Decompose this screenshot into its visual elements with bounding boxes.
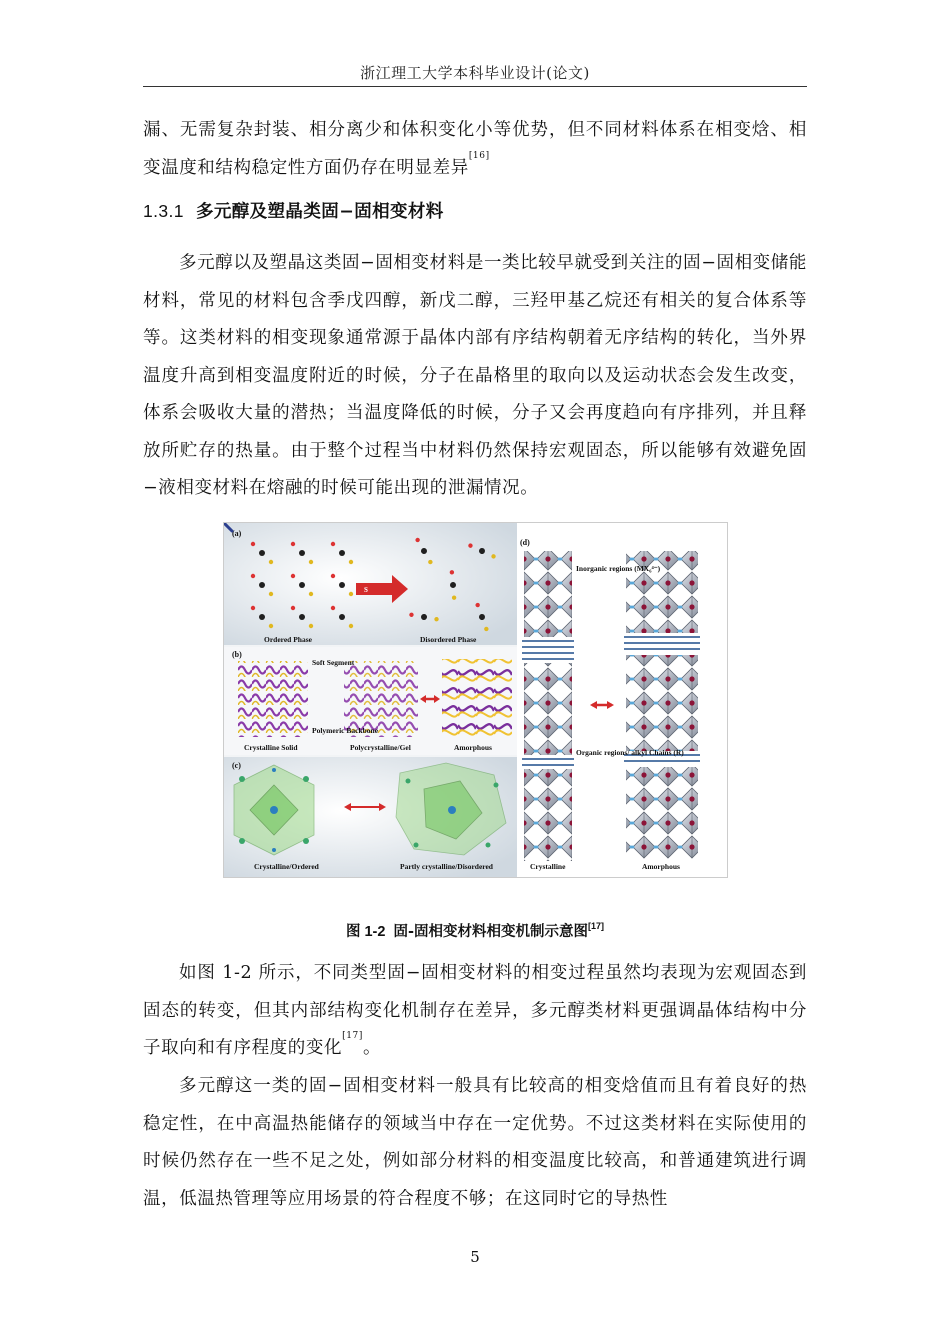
paragraph-1 <box>143 112 807 187</box>
paragraph-3-end: 。 <box>362 1038 382 1058</box>
disordered-phase-label: Disordered Phase <box>420 635 477 644</box>
soft-segment-label: Soft Segment <box>312 658 355 667</box>
polycrystalline-gel-label: Polycrystalline/Gel <box>350 743 411 752</box>
crystalline-solid-label: Crystalline Solid <box>244 743 298 752</box>
paragraph-3 <box>143 955 807 1068</box>
crystalline-inorganic-bottom <box>524 769 572 861</box>
section-title: 多元醇及塑晶类固−固相变材料 <box>195 202 444 222</box>
page-number: 5 <box>470 1248 480 1266</box>
header-rule <box>143 86 807 87</box>
polymeric-backbone-label: Polymeric Backbone <box>312 726 379 735</box>
crystalline-inorganic-top <box>524 551 572 637</box>
ordered-phase-label: Ordered Phase <box>264 635 312 644</box>
amorphous-inorganic-bottom <box>626 767 698 859</box>
crystalline-solid-structure <box>238 661 308 737</box>
figure-caption <box>143 920 807 941</box>
crystalline-inorganic-middle <box>524 663 572 755</box>
caption-text: 固-固相变材料相变机制示意图 <box>393 924 589 940</box>
panel-a-label: (a) <box>232 529 242 538</box>
svg-text:S: S <box>364 586 368 594</box>
amorphous-d-label: Amorphous <box>642 862 680 871</box>
crystalline-d-label: Crystalline <box>530 862 566 871</box>
paragraph-1-text: 漏、无需复杂封装、相分离少和体积变化小等优势，但不同材料体系在相变焓、相变温度和结构稳定性方面仍存在明显差异 <box>143 120 807 178</box>
section-number: 1.3.1 <box>143 201 184 221</box>
crystalline-ordered-label: Crystalline/Ordered <box>254 862 319 871</box>
panel-d-label: (d) <box>520 538 530 547</box>
citation-17: [17] <box>342 1031 363 1041</box>
inorganic-regions-label: Inorganic regions (MX₆⁴⁻) <box>576 564 661 573</box>
panel-b-label: (b) <box>232 650 242 659</box>
amorphous-inorganic-middle <box>626 655 698 751</box>
figure-1-2 <box>223 522 728 878</box>
citation-16: [16] <box>468 150 490 161</box>
amorphous-b-label: Amorphous <box>454 743 492 752</box>
paragraph-2: 多元醇以及塑晶这类固−固相变材料是一类比较早就受到关注的固−固相变储能材料，常见的材料包含季戊四醇，新戊二醇，三羟甲基乙烷还有相关的复合体系等等。这类材料的相变现象通常源于晶体内部有序结构朝着无序结构的转化，当外界温度升高到相变温度附近的时候，分子在晶格里的取向以及运动状态会发生改变，体系会吸收大量的潜热；当温度降低的时候，分子又会再度趋向有序排列，并且释放所贮存的热量。由于整个过程当中材料仍然保持宏观固态，所以能够有效避免固−液相变材料在熔融的时候可能出现的泄漏情况。 <box>143 253 807 498</box>
caption-label: 图 1-2 <box>345 924 386 940</box>
amorphous-structure <box>442 659 512 737</box>
figure-illustration <box>224 523 727 877</box>
panel-c-label: (c) <box>232 761 241 770</box>
caption-citation: [17] <box>588 921 605 931</box>
organic-regions-label: Organic regions/ alkyl Chains (R) <box>576 748 684 757</box>
partly-crystalline-label: Partly crystalline/Disordered <box>400 862 493 871</box>
running-header: 浙江理工大学本科毕业设计(论文) <box>360 64 590 82</box>
paragraph-3-text: 如图 1-2 所示，不同类型固−固相变材料的相变过程虽然均表现为宏观固态到固态的转变，但其内部结构变化机制存在差异，多元醇类材料更强调晶体结构中分子取向和有序程度的变化 <box>143 963 807 1058</box>
section-heading <box>143 198 444 223</box>
paragraph-4: 多元醇这一类的固−固相变材料一般具有比较高的相变焓值而且有着良好的热稳定性，在中高温热能储存的领域当中存在一定优势。不过这类材料在实际使用的时候仍然存在一些不足之处，例如部分材料的相变温度比较高，和普通建筑进行调温，低温热管理等应用场景的符合程度不够；在这同时它的导热性 <box>143 1076 807 1209</box>
